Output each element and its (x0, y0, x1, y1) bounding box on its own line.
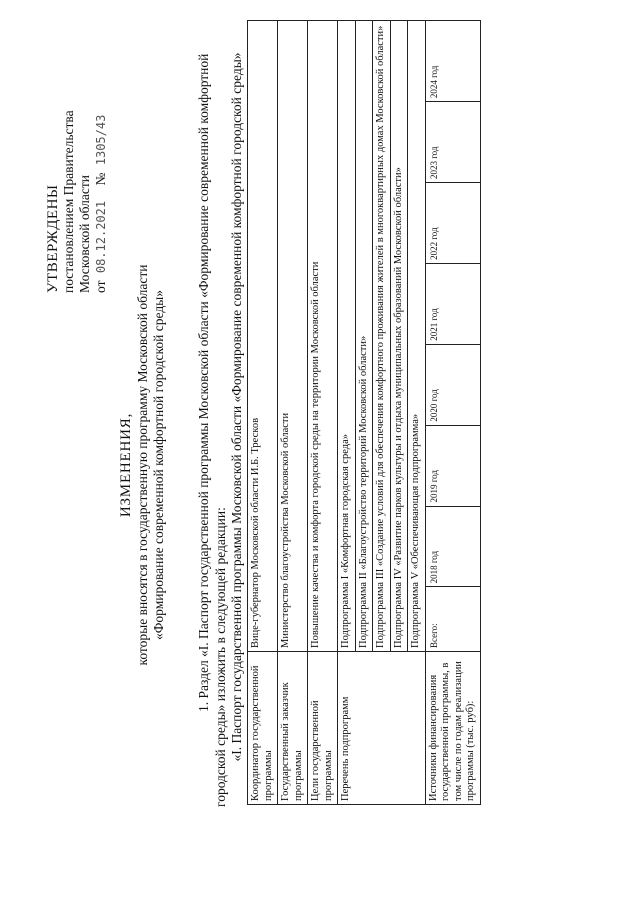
heading-line-2: «Формирование современной комфортной городской среды» (151, 289, 166, 641)
finance-total-header: Всего: (425, 587, 480, 652)
subprogram-item: Подпрограмма I «Комфортная городская среда» (338, 21, 356, 652)
approval-from: от (93, 280, 108, 293)
subprogram-item: Подпрограмма IV «Развитие парков культуры и отдыха муниципальных образований Московской области» (390, 21, 408, 652)
row-label: Цели государственной программы (308, 652, 338, 805)
row-value: Министерство благоустройства Московской области (278, 21, 308, 652)
passport-title: «I. Паспорт государственной программы Московской области «Формирование современной комфортной городской среды» (229, 52, 244, 762)
table-row (338, 21, 356, 805)
intro-paragraph: 1. Раздел «I. Паспорт государственной программы Московской области «Формирование современной комфортной городской среды» изложить в следующей редакции: (196, 53, 228, 807)
table-row (425, 21, 480, 805)
document-heading (118, 145, 168, 785)
heading-title: ИЗМЕНЕНИЯ, (118, 412, 134, 518)
approval-title: УТВЕРЖДЕНЫ (45, 184, 61, 293)
approval-line-1: постановлением Правительства (61, 110, 76, 293)
approval-date: 08.12.2021 (94, 200, 108, 274)
year-header: 2020 год (425, 344, 480, 425)
finance-label: Источники финансирования государственной программы, в том числе по годам реализации программы (тыс. руб): (425, 652, 480, 805)
approval-number-sign: № (93, 172, 108, 186)
approval-line-2: Московской области (77, 174, 92, 293)
subprograms-label: Перечень подпрограмм (338, 652, 426, 805)
passport-table (247, 20, 481, 805)
approval-stamp (45, 110, 109, 293)
approval-number: 1305/43 (94, 114, 108, 166)
table-row (248, 21, 278, 805)
table-row (308, 21, 338, 805)
subprogram-item: Подпрограмма III «Создание условий для обеспечения комфортного проживания жителей в многоквартирных домах Московской области» (373, 21, 391, 652)
year-header: 2021 год (425, 263, 480, 344)
year-header: 2022 год (425, 183, 480, 264)
row-label: Государственный заказчик программы (278, 652, 308, 805)
approval-date-line (93, 110, 109, 293)
row-label: Координатор государственной программы (248, 652, 278, 805)
table-row (278, 21, 308, 805)
subprogram-item: Подпрограмма V «Обеспечивающая подпрограмма» (408, 21, 426, 652)
row-value: Повышение качества и комфорта городской среды на территории Московской области (308, 21, 338, 652)
year-header: 2023 год (425, 102, 480, 183)
year-header: 2018 год (425, 506, 480, 587)
heading-line-1: которые вносятся в государственную программу Московской области (134, 264, 150, 666)
row-value: Вице-губернатор Московской области И.Б. Тресков (248, 21, 278, 652)
year-header: 2019 год (425, 425, 480, 506)
subprogram-item: Подпрограмма II «Благоустройство территорий Московской области» (355, 21, 373, 652)
year-header: 2024 год (425, 21, 480, 102)
